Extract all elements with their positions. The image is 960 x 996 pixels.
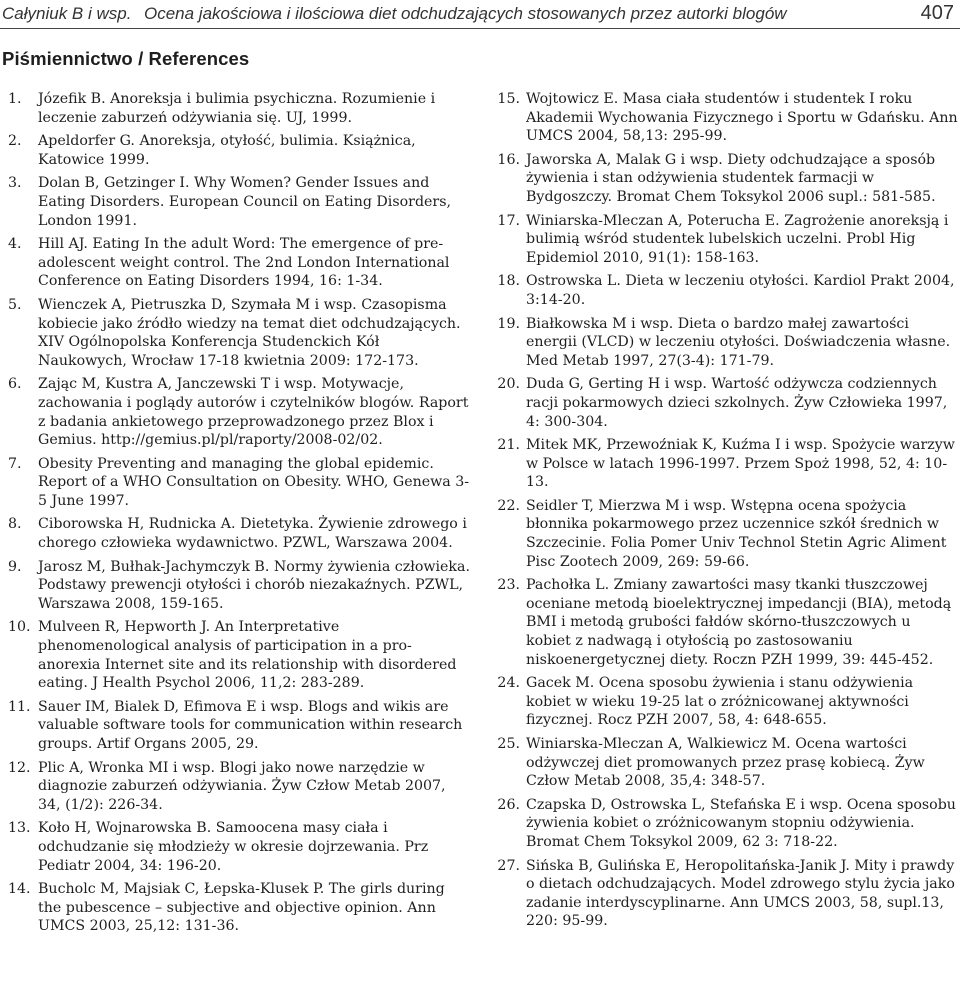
reference-text: Winiarska-Mleczan A, Walkiewicz M. Ocena wartości odżywczej diet promowanych przez prasę kobiecą. Żyw Człow Metab 2008, 35,4: 348-57. — [526, 736, 925, 790]
reference-text: Sauer IM, Bialek D, Efimova E i wsp. Blogs and wikis are valuable software tools for communication within research groups. Artif Organs 2005, 29. — [38, 698, 463, 752]
reference-item — [496, 315, 958, 371]
reference-text: Mulveen R, Hepworth J. An Interpretative phenomenological analysis of participation in a pro-anorexia Internet site and its relationship with disordered eating. J Health Psychol 2006, 11,2: 283-289. — [38, 619, 457, 692]
running-head — [0, 2, 954, 26]
reference-number: 13. — [8, 820, 31, 837]
reference-text: Gacek M. Ocena sposobu żywienia i stanu odżywienia kobiet w wieku 19-25 lat o zróżnicowanej aktywności fizycznej. Rocz PZH 2007, 58, 4: 648-655. — [526, 675, 914, 729]
references-column-left — [8, 90, 470, 941]
reference-item — [496, 796, 958, 852]
reference-number: 8. — [8, 516, 22, 533]
reference-item — [8, 558, 470, 614]
reference-item — [496, 212, 958, 268]
reference-number: 24. — [497, 675, 520, 692]
reference-text: Hill AJ. Eating In the adult Word: The emergence of pre-adolescent weight control. The 2nd London International Conference on Eating Disorders 1994, 16: 1-34. — [38, 236, 450, 290]
reference-text: Dolan B, Getzinger I. Why Women? Gender Issues and Eating Disorders. European Council on Eating Disorders, London 1991. — [38, 175, 452, 229]
reference-number: 2. — [8, 133, 22, 150]
reference-text: Wojtowicz E. Masa ciała studentów i studentek I roku Akademii Wychowania Fizycznego i Sportu w Gdańsku. Ann UMCS 2004, 58,13: 295-99. — [526, 91, 958, 145]
reference-text: Zając M, Kustra A, Janczewski T i wsp. Motywacje, zachowania i poglądy autorów i czytelników blogów. Raport z badania ankietowego przeprowadzonego przez Blox i Gemius. http://gemius.pl/pl/raporty/2008-02/02. — [38, 376, 469, 449]
reference-item — [8, 515, 470, 552]
header-divider — [0, 28, 960, 29]
reference-text: Plic A, Wronka MI i wsp. Blogi jako nowe narzędzie w diagnozie zaburzeń odżywiania. Żyw Człow Metab 2007, 34, (1/2): 226-34. — [38, 759, 446, 813]
reference-number: 15. — [497, 91, 520, 107]
reference-item — [496, 436, 958, 492]
section-heading: Piśmiennictwo / References — [2, 48, 250, 69]
reference-item — [8, 759, 470, 815]
reference-text: Mitek MK, Przewoźniak K, Kuźma I i wsp. Spożycie warzyw w Polsce w latach 1996-1997. Przem Spoż 1998, 52, 4: 10-13. — [526, 437, 955, 491]
reference-item — [496, 576, 958, 669]
reference-item — [496, 272, 958, 309]
reference-item — [8, 819, 470, 875]
reference-number: 25. — [497, 736, 520, 752]
reference-number: 6. — [8, 376, 22, 393]
reference-text: Ciborowska H, Rudnicka A. Dietetyka. Żywienie zdrowego i chorego człowieka wydawnictwo. PZWL, Warszawa 2004. — [38, 516, 467, 552]
reference-item — [496, 375, 958, 431]
reference-number: 27. — [497, 857, 520, 874]
reference-number: 26. — [497, 796, 520, 813]
reference-number: 16. — [497, 151, 520, 168]
reference-item — [496, 857, 958, 931]
reference-item — [8, 90, 470, 127]
reference-text: Ostrowska L. Dieta w leczeniu otyłości. Kardiol Prakt 2004, 3:14-20. — [526, 273, 955, 308]
reference-text: Józefik B. Anoreksja i bulimia psychiczna. Rozumienie i leczenie zaburzeń odżywiania się. UJ, 1999. — [38, 91, 436, 126]
reference-number: 5. — [8, 296, 22, 313]
reference-item — [496, 735, 958, 791]
reference-item — [8, 618, 470, 692]
reference-number: 3. — [8, 175, 22, 192]
reference-text: Koło H, Wojnarowska B. Samoocena masy ciała i odchudzanie się młodzieży w okresie dojrzewania. Prz Pediatr 2004, 34: 196-20. — [38, 820, 429, 874]
reference-number: 7. — [8, 455, 22, 472]
reference-text: Obesity Preventing and managing the global epidemic. Report of a WHO Consultation on Obesity. WHO, Genewa 3-5 June 1997. — [38, 455, 470, 509]
reference-text: Duda G, Gerting H i wsp. Wartość odżywcza codziennych racji pokarmowych dzieci szkolnych. Żyw Człowieka 1997, 4: 300-304. — [526, 376, 948, 430]
reference-number: 4. — [8, 236, 22, 253]
reference-item — [496, 497, 958, 571]
reference-text: Jaworska A, Malak G i wsp. Diety odchudzające a sposób żywienia i stan odżywienia studentek farmacji w Bydgoszczy. Bromat Chem Toksykol 2006 supl.: 581-585. — [526, 151, 936, 205]
reference-item — [8, 375, 470, 449]
reference-number: 18. — [497, 273, 520, 290]
reference-text: Bucholc M, Majsiak C, Łepska-Klusek P. The girls during the pubescence – subjective and objective opinion. Ann UMCS 2003, 25,12: 131-36. — [38, 881, 445, 935]
reference-number: 10. — [8, 619, 31, 636]
reference-item — [8, 455, 470, 511]
reference-number: 23. — [497, 577, 520, 594]
running-head-authors: Całyniuk B i wsp. — [2, 4, 132, 23]
reference-text: Winiarska-Mleczan A, Poterucha E. Zagrożenie anoreksją i bulimią wśród studentek lubelskich uczelni. Probl Hig Epidemiol 2010, 91(1): 158-163. — [526, 212, 949, 266]
reference-number: 19. — [497, 315, 520, 332]
reference-item — [496, 90, 958, 146]
reference-number: 22. — [497, 497, 520, 514]
reference-text: Sińska B, Gulińska E, Heropolitańska-Janik J. Mity i prawdy o dietach odchudzających. Model zdrowego stylu życia jako zadanie interdyscyplinarne. Ann UMCS 2003, 58, supl.13, 220: 95-99. — [526, 857, 955, 930]
reference-number: 11. — [8, 698, 31, 715]
reference-number: 1. — [8, 91, 22, 107]
reference-number: 12. — [8, 759, 31, 776]
running-head-title: Ocena jakościowa i ilościowa diet odchudzających stosowanych przez autorki blogów — [144, 4, 787, 23]
reference-text: Jarosz M, Bułhak-Jachymczyk B. Normy żywienia człowieka. Podstawy prewencji otyłości i chorób niezakaźnych. PZWL, Warszawa 2008, 159-165. — [38, 558, 470, 612]
reference-item — [8, 296, 470, 370]
reference-text: Białkowska M i wsp. Dieta o bardzo małej zawartości energii (VLCD) w leczeniu otyłości. Doświadczenia własne. Med Metab 1997, 27(3-4): 171-79. — [526, 315, 951, 369]
reference-item — [8, 880, 470, 936]
page-number: 407 — [920, 2, 954, 24]
reference-number: 20. — [497, 376, 520, 393]
reference-number: 17. — [497, 212, 520, 229]
reference-text: Czapska D, Ostrowska L, Stefańska E i wsp. Ocena sposobu żywienia kobiet o zróżnicowanym stopniu odżywienia. Bromat Chem Toksykol 2009, 62 3: 718-22. — [526, 796, 956, 850]
reference-text: Apeldorfer G. Anoreksja, otyłość, bulimia. Książnica, Katowice 1999. — [38, 133, 416, 168]
reference-number: 14. — [8, 881, 31, 898]
reference-text: Seidler T, Mierzwa M i wsp. Wstępna ocena spożycia błonnika pokarmowego przez uczennice szkół średnich w Szczecinie. Folia Pomer Univ Technol Stetin Agric Aliment Pisc Zootech 2009, 269: 59-66. — [526, 497, 947, 570]
reference-item — [8, 235, 470, 291]
reference-item — [496, 151, 958, 207]
references-column-right — [496, 90, 958, 936]
reference-number: 9. — [8, 558, 22, 575]
reference-item — [8, 698, 470, 754]
reference-item — [496, 674, 958, 730]
reference-text: Wienczek A, Pietruszka D, Szymała M i wsp. Czasopisma kobiecie jako źródło wiedzy na temat diet odchudzających. XIV Ogólnopolska Konferencja Studenckich Kół Naukowych, Wrocław 17-18 kwietnia 2009: 172-173. — [38, 296, 461, 369]
reference-item — [8, 132, 470, 169]
reference-number: 21. — [497, 437, 520, 454]
reference-item — [8, 174, 470, 230]
reference-text: Pachołka L. Zmiany zawartości masy tkanki tłuszczowej oceniane metodą bioelektrycznej impedancji (BIA), metodą BMI i metodą grubości fałdów skórno-tłuszczowych u kobiet z nadwagą i otyłością po zastosowaniu niskoenergetycznej diety. Roczn PZH 1999, 39: 445-452. — [526, 577, 952, 668]
